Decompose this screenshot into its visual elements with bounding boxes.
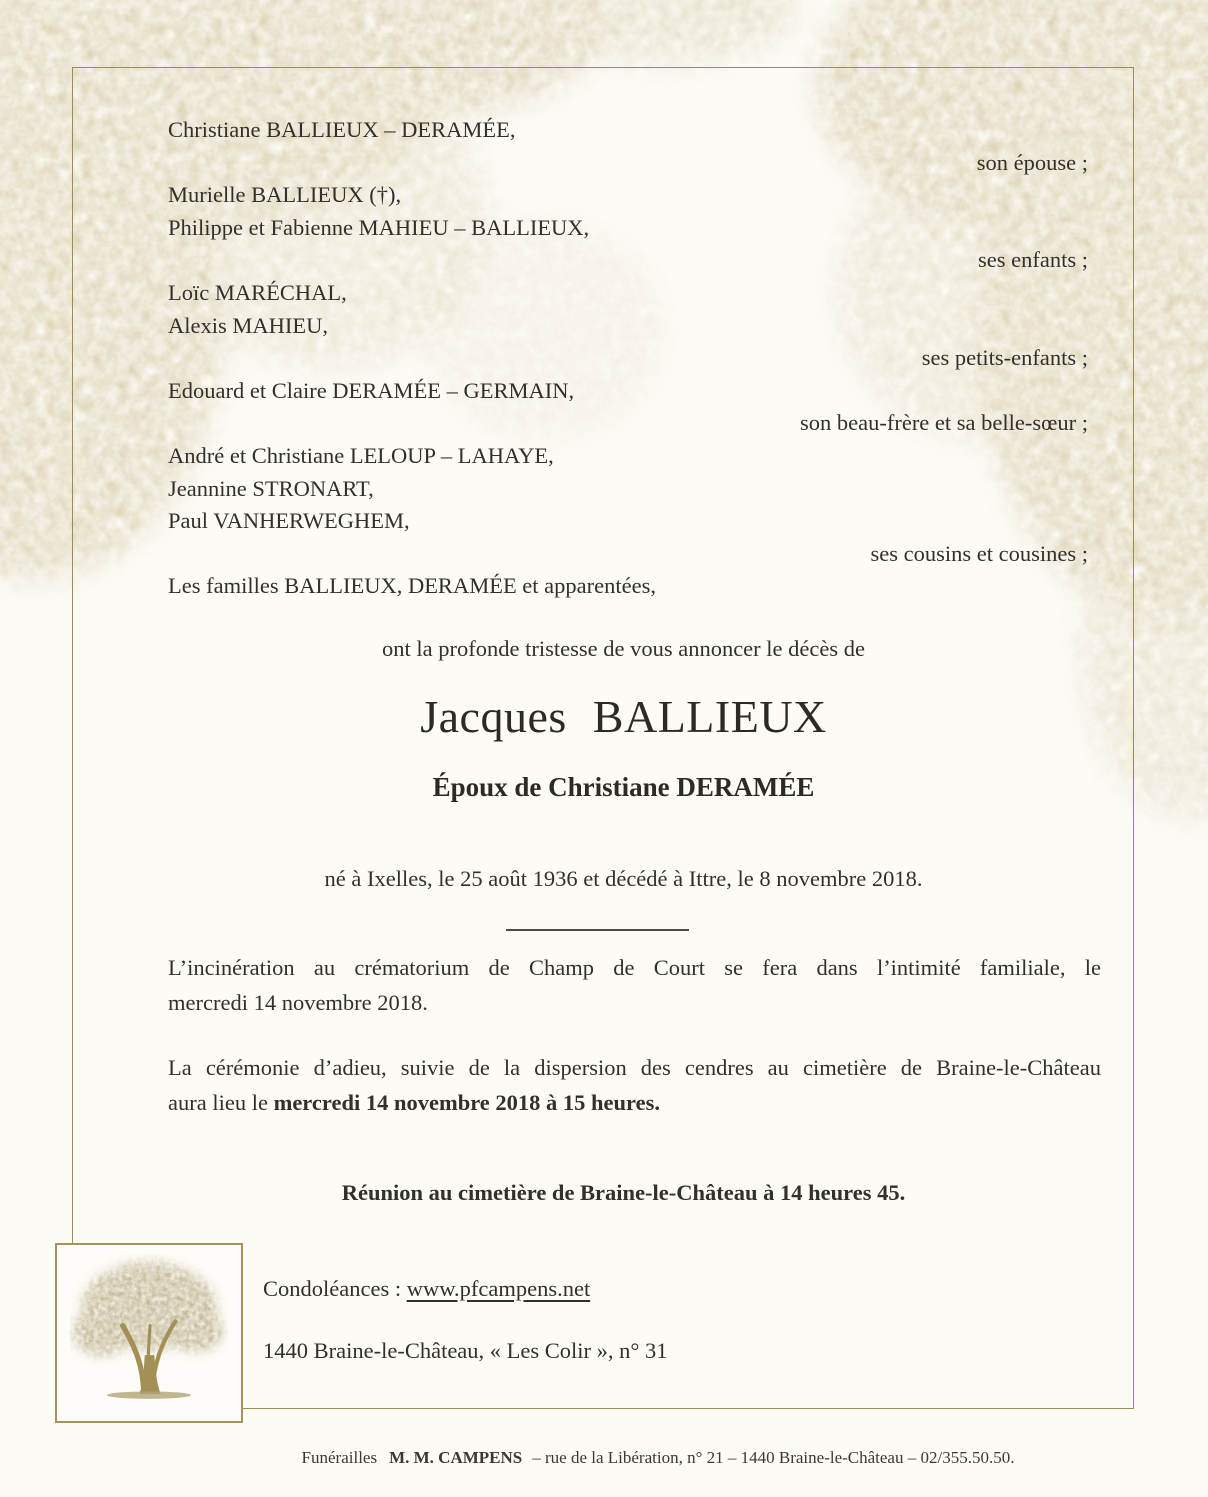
family-name-line: Christiane BALLIEUX – DERAMÉE, <box>168 117 516 142</box>
family-name-line: Murielle BALLIEUX (†), <box>168 182 402 208</box>
footer-line <box>0 1448 1208 1468</box>
family-name-line: Les familles BALLIEUX, DERAMÉE et apparentées, <box>168 573 656 599</box>
cremation-line-2: mercredi 14 novembre 2018. <box>168 990 428 1015</box>
deceased-subtitle: Époux de Christiane DERAMÉE <box>432 772 815 802</box>
ceremony-paragraph <box>168 1050 1101 1120</box>
family-name-line: Jeannine STRONART, <box>168 475 374 501</box>
cremation-paragraph <box>168 950 1101 1020</box>
relation-label: ses enfants ; <box>978 247 1088 273</box>
life-dates: né à Ixelles, le 25 août 1936 et décédé à Ittre, le 8 novembre 2018. <box>324 866 923 891</box>
family-list <box>168 114 1088 603</box>
deceased-name <box>72 690 1133 743</box>
announcement-text: ont la profonde tristesse de vous annoncer le décès de <box>382 636 865 661</box>
condolences-label: Condoléances : <box>263 1276 407 1301</box>
ceremony-line-2-bold: mercredi 14 novembre 2018 à 15 heures. <box>273 1090 660 1115</box>
relation-label: son beau-frère et sa belle-sœur ; <box>800 410 1088 436</box>
deceased-last-name: BALLIEUX <box>592 691 827 742</box>
relation-label: ses petits-enfants ; <box>921 345 1088 371</box>
family-name-line: André et Christiane LELOUP – LAHAYE, <box>168 442 554 468</box>
footer-prefix: Funérailles <box>301 1448 378 1467</box>
footer-funeral-home-name: M. M. CAMPENS <box>389 1448 523 1467</box>
ceremony-line-2-normal: aura lieu le <box>168 1090 274 1115</box>
relation-label: ses cousins et cousines ; <box>870 540 1088 566</box>
condolences-link[interactable]: www.pfcampens.net <box>406 1276 591 1301</box>
family-name-line: Edouard et Claire DERAMÉE – GERMAIN, <box>168 377 575 403</box>
reunion-note: Réunion au cimetière de Braine-le-Château à 14 heures 45. <box>341 1180 906 1205</box>
deceased-first-name: Jacques <box>420 691 567 742</box>
address-line: 1440 Braine-le-Château, « Les Colir », n° 31 <box>263 1338 668 1363</box>
funeral-home-logo <box>55 1243 243 1423</box>
divider-line <box>506 929 689 931</box>
footer-address: – rue de la Libération, n° 21 – 1440 Braine-le-Château – 02/355.50.50. <box>532 1448 1015 1467</box>
family-name-line: Philippe et Fabienne MAHIEU – BALLIEUX, <box>168 214 590 240</box>
condolences-line <box>263 1276 590 1302</box>
ceremony-line-2 <box>168 1085 1101 1120</box>
family-name-line: Loïc MARÉCHAL, <box>168 279 347 305</box>
family-name-line: Alexis MAHIEU, <box>168 312 328 338</box>
family-name-line: Paul VANHERWEGHEM, <box>168 508 410 534</box>
tree-icon <box>70 1254 228 1412</box>
cremation-line-1: L’incinération au crématorium de Champ de Court se fera dans l’intimité familiale, le <box>168 955 1101 980</box>
ceremony-line-1: La cérémonie d’adieu, suivie de la dispersion des cendres au cimetière de Braine-le-Château <box>168 1055 1101 1080</box>
relation-label: son épouse ; <box>976 149 1088 175</box>
